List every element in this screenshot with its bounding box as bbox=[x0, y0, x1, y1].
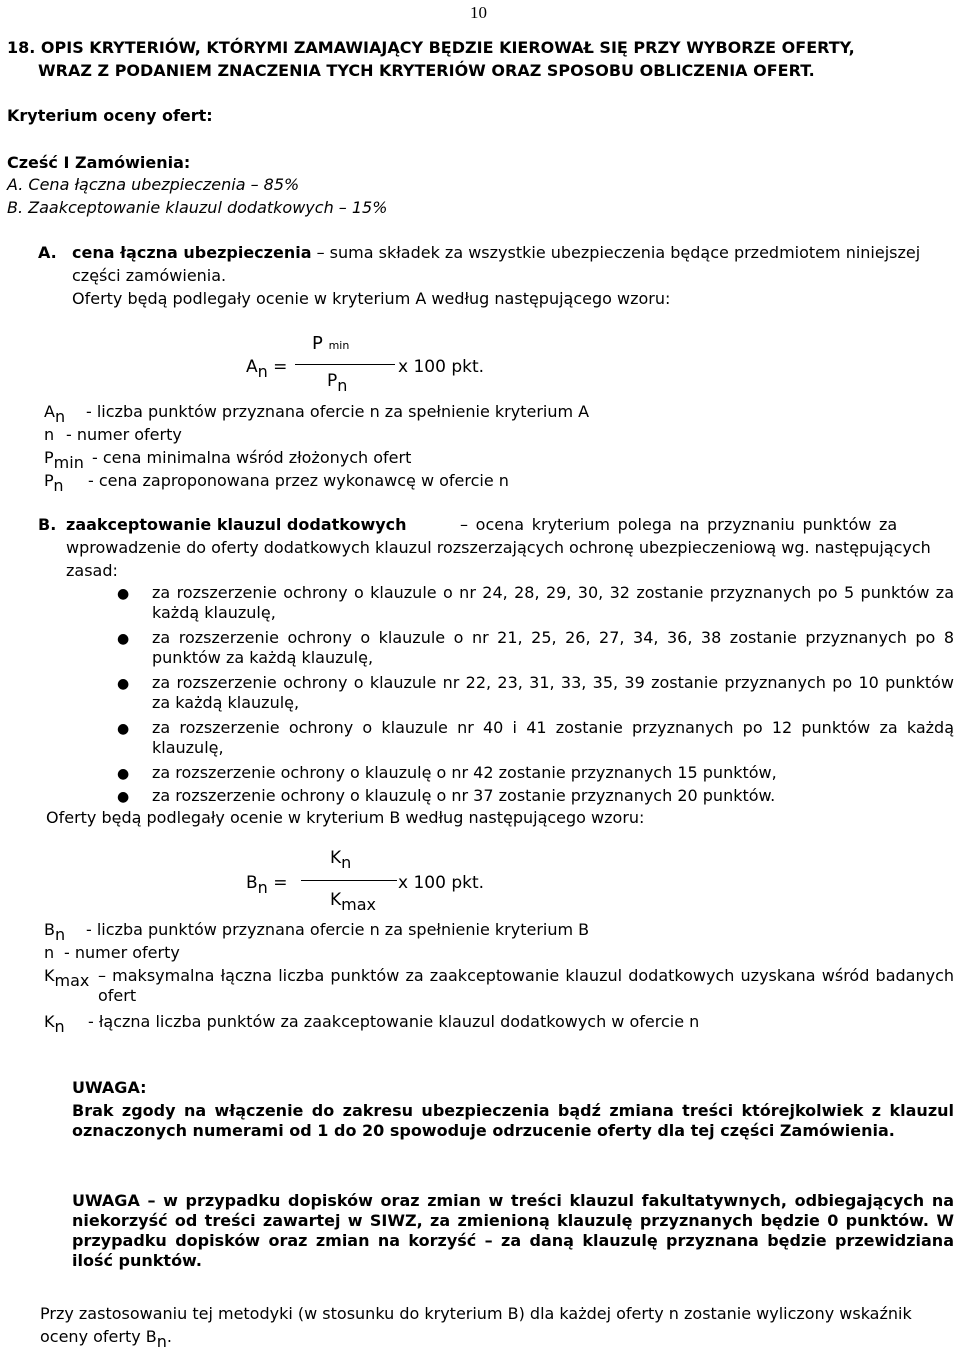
bullet-icon: ● bbox=[117, 586, 130, 602]
criteria-heading: Kryterium oceny ofert: bbox=[7, 106, 213, 125]
legend-a-desc-2: - cena minimalna wśród złożonych ofert bbox=[92, 448, 412, 467]
legend-a-desc-3: - cena zaproponowana przez wykonawcę w ofercie n bbox=[88, 471, 509, 490]
legend-b-sym-0 bbox=[44, 920, 66, 944]
bullet-icon: ● bbox=[117, 631, 130, 647]
formula-a-numerator bbox=[312, 333, 349, 356]
legend-b-desc-3: - łączna liczba punktów za zaakceptowanie klauzul dodatkowych w ofercie n bbox=[88, 1012, 700, 1031]
section-a-line1-rest: – suma składek za wszystkie ubezpieczenia będące przedmiotem niniejszej bbox=[311, 243, 921, 262]
formula-b-lhs-sub: n bbox=[257, 878, 268, 897]
legend-a-sym-main-2: P bbox=[44, 448, 54, 467]
formula-a-lhs-sub: n bbox=[257, 362, 268, 381]
formula-a-denominator bbox=[327, 371, 348, 395]
bullet-item-1: za rozszerzenie ochrony o klauzule o nr 21, 25, 26, 27, 34, 36, 38 zostanie przyznanych po 8 punktów za każdą klauzulę, bbox=[152, 628, 954, 667]
bullet-icon: ● bbox=[117, 789, 130, 805]
bullet-icon: ● bbox=[117, 721, 130, 737]
legend-b-desc-0: - liczba punktów przyznana ofercie n za spełnienie kryterium B bbox=[86, 920, 590, 939]
warning1-text: Brak zgody na włączenie do zakresu ubezpieczenia bądź zmiana treści którejkolwiek z klauzul oznaczonych numerami od 1 do 20 spowoduje odrzucenie oferty dla tej części Zamówienia. bbox=[72, 1101, 954, 1140]
formula-b-numerator bbox=[330, 848, 352, 872]
legend-a-sym-main-0: A bbox=[44, 402, 55, 421]
formula-a-den-sub: n bbox=[337, 376, 348, 395]
legend-a-sym-1: n bbox=[44, 425, 55, 444]
formula-a-fraction-line bbox=[295, 364, 395, 365]
formula-b-lhs bbox=[246, 873, 288, 897]
formula-b-multiplier: x 100 pkt. bbox=[398, 873, 485, 893]
final-line2-main: oceny oferty B bbox=[40, 1327, 157, 1346]
final-line2-sub: n bbox=[156, 1332, 167, 1351]
page-number: 10 bbox=[470, 3, 487, 22]
legend-a-sym-0 bbox=[44, 402, 66, 426]
formula-b-fraction-line bbox=[301, 880, 397, 881]
part-heading: Cześć I Zamówienia: bbox=[7, 153, 191, 172]
formula-a-lhs bbox=[246, 357, 288, 381]
section-a-line2: części zamówienia. bbox=[72, 266, 227, 285]
formula-a-num-sub: min bbox=[328, 339, 350, 352]
section-title-line2: WRAZ Z PODANIEM ZNACZENIA TYCH KRYTERIÓW ORAZ SPOSOBU OBLICZENIA OFERT. bbox=[38, 61, 815, 80]
warning1-title: UWAGA: bbox=[72, 1078, 147, 1097]
bullet-icon: ● bbox=[117, 676, 130, 692]
section-b-line1-rest: – ocena kryterium polega na przyznaniu punktów za bbox=[460, 515, 898, 534]
section-a-line1 bbox=[72, 243, 920, 263]
section-a-line3: Oferty będą podlegały ocenie w kryterium A według następującego wzoru: bbox=[72, 289, 671, 308]
formula-b-den-sub: max bbox=[341, 895, 377, 914]
warning2-text: UWAGA – w przypadku dopisków oraz zmian w treści klauzul fakultatywnych, odbiegających na niekorzyść od treści zawartej w SIWZ, za zmienioną klauzulę przyznanych będzie 0 punktów. W przypadku dopisków oraz zmian na korzyść – za daną klauzulę przyznana będzie przewidziana ilość punktów. bbox=[72, 1191, 954, 1270]
section-a-bold: cena łączna ubezpieczenia bbox=[72, 243, 312, 262]
section-title-line1: 18. OPIS KRYTERIÓW, KTÓRYMI ZAMAWIAJĄCY BĘDZIE KIEROWAŁ SIĘ PRZY WYBORZE OFERTY, bbox=[7, 38, 855, 57]
legend-b-sym-main-2: K bbox=[44, 966, 55, 985]
legend-b-sym-sub-0: n bbox=[54, 925, 66, 944]
legend-a-desc-0: - liczba punktów przyznana ofercie n za spełnienie kryterium A bbox=[86, 402, 590, 421]
bullet-item-0: za rozszerzenie ochrony o klauzule o nr 24, 28, 29, 30, 32 zostanie przyznanych po 5 punktów za każdą klauzulę, bbox=[152, 583, 954, 622]
final-line2 bbox=[40, 1327, 173, 1351]
section-b-line3: zasad: bbox=[66, 561, 118, 580]
legend-b-desc-1: - numer oferty bbox=[64, 943, 180, 962]
section-b-letter: B. bbox=[38, 515, 57, 534]
section-b-bold: zaakceptowanie klauzul dodatkowych bbox=[66, 515, 407, 534]
formula-a-multiplier: x 100 pkt. bbox=[398, 357, 485, 377]
legend-a-sym-sub-3: n bbox=[53, 476, 64, 495]
formula-b-equals: = bbox=[267, 873, 288, 893]
legend-b-sym-main-3: K bbox=[44, 1012, 55, 1031]
final-line2-end: . bbox=[166, 1327, 173, 1346]
bullet-icon: ● bbox=[117, 766, 130, 782]
formula-b-num-main: K bbox=[330, 848, 342, 868]
final-line1: Przy zastosowaniu tej metodyki (w stosunku do kryterium B) dla każdej oferty n zostanie wyliczony wskaźnik bbox=[40, 1304, 912, 1323]
bullet-item-4: za rozszerzenie ochrony o klauzulę o nr 42 zostanie przyznanych 15 punktów, bbox=[152, 763, 777, 782]
legend-b-sym-sub-3: n bbox=[54, 1017, 65, 1036]
formula-b-lhs-main: B bbox=[246, 873, 258, 893]
legend-b-sym-sub-2: max bbox=[54, 971, 90, 990]
formula-a-num-main: P bbox=[312, 333, 323, 354]
formula-b-intro: Oferty będą podlegały ocenie w kryterium B według następującego wzoru: bbox=[46, 808, 645, 827]
legend-a-sym-2 bbox=[44, 448, 84, 472]
formula-a-den-main: P bbox=[327, 371, 338, 391]
legend-b-sym-2 bbox=[44, 966, 90, 990]
legend-b-sym-3 bbox=[44, 1012, 65, 1036]
section-a-letter: A. bbox=[38, 243, 57, 262]
legend-b-desc-2: – maksymalna łączna liczba punktów za zaakceptowanie klauzul dodatkowych uzyskana wśród badanych ofert bbox=[98, 966, 954, 1005]
legend-a-sym-main-3: P bbox=[44, 471, 54, 490]
bullet-item-5: za rozszerzenie ochrony o klauzulę o nr 37 zostanie przyznanych 20 punktów. bbox=[152, 786, 776, 805]
legend-a-desc-1: - numer oferty bbox=[66, 425, 182, 444]
formula-a-lhs-main: A bbox=[246, 357, 258, 377]
legend-b-sym-main-0: B bbox=[44, 920, 55, 939]
criteria-item-b: B. Zaakceptowanie klauzul dodatkowych – 15% bbox=[7, 198, 388, 217]
legend-a-sym-sub-0: n bbox=[54, 407, 66, 426]
bullet-item-3: za rozszerzenie ochrony o klauzule nr 40 i 41 zostanie przyznanych po 12 punktów za każdą klauzulę, bbox=[152, 718, 954, 757]
bullet-item-2: za rozszerzenie ochrony o klauzule nr 22, 23, 31, 33, 35, 39 zostanie przyznanych po 10 punktów za każdą klauzulę, bbox=[152, 673, 954, 712]
section-b-line2: wprowadzenie do oferty dodatkowych klauzul rozszerzających ochronę ubezpieczeniową wg. następujących bbox=[66, 538, 931, 557]
legend-a-sym-3 bbox=[44, 471, 64, 495]
formula-b-denominator bbox=[330, 890, 377, 914]
formula-b-den-main: K bbox=[330, 890, 342, 910]
legend-b-sym-1: n bbox=[44, 943, 55, 962]
formula-a-equals: = bbox=[267, 357, 288, 377]
legend-a-sym-sub-2: min bbox=[53, 453, 84, 472]
formula-b-num-sub: n bbox=[341, 853, 352, 872]
criteria-item-a: A. Cena łączna ubezpieczenia – 85% bbox=[7, 175, 300, 194]
